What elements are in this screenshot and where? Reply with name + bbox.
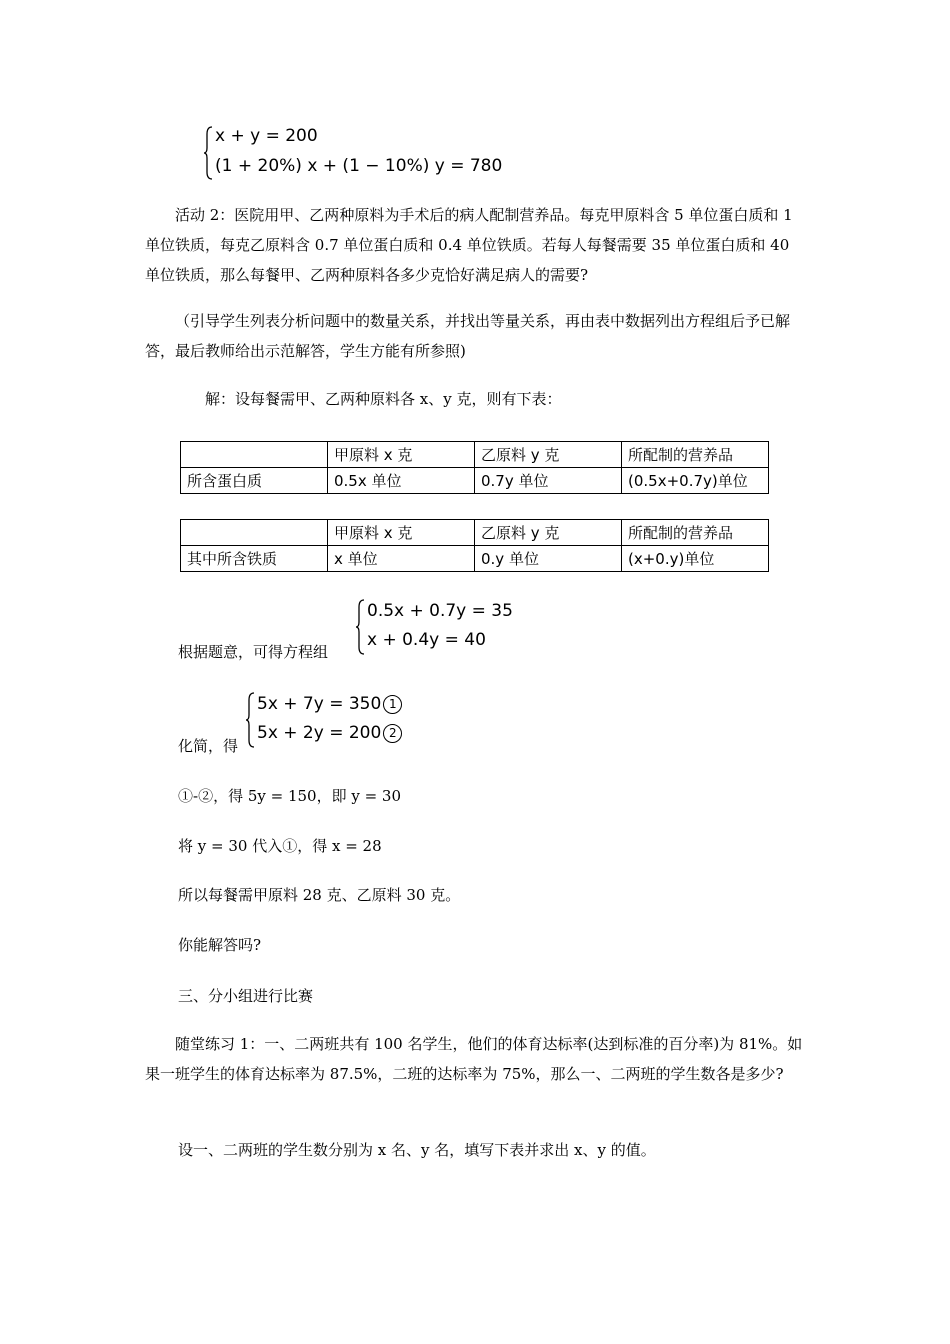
equation-system-1 xyxy=(203,124,503,184)
iron-table xyxy=(180,519,769,572)
table-cell: 0.5x 单位 xyxy=(328,468,475,494)
system-2-label: 根据题意，可得方程组 xyxy=(178,643,329,661)
table-cell xyxy=(181,520,328,546)
table-cell: 乙原料 y 克 xyxy=(475,520,622,546)
equation-1: 5x + 7y = 350 1 xyxy=(257,694,402,714)
table-cell: 0.y 单位 xyxy=(475,546,622,572)
table-cell: 其中所含铁质 xyxy=(181,546,328,572)
circled-number: 2 xyxy=(383,724,402,743)
brace-icon xyxy=(355,599,365,655)
table-row xyxy=(181,546,769,572)
table-cell: 乙原料 y 克 xyxy=(475,442,622,468)
table-cell: 甲原料 x 克 xyxy=(328,520,475,546)
brace-icon xyxy=(245,692,255,748)
step-2: 将 y = 30 代入①，得 x = 28 xyxy=(178,837,382,855)
activity-2-text: 活动 2：医院用甲、乙两种原料为手术后的病人配制营养品。每克甲原料含 5 单位蛋白质和 1 单位铁质，每克乙原料含 0.7 单位蛋白质和 0.4 单位铁质。若每人每餐需要 35 单位蛋白质和 40 单位铁质，那么每餐甲、乙两种原料各多少克恰好满足病人的需要? xyxy=(145,206,793,284)
guide-text: （引导学生列表分析问题中的数量关系，并找出等量关系，再由表中数据列出方程组后予已解答，最后教师给出示范解答，学生方能有所参照) xyxy=(145,312,791,360)
table-cell xyxy=(181,442,328,468)
question-text: 你能解答吗? xyxy=(178,936,262,954)
equation-system-2 xyxy=(355,597,555,659)
table-cell: 甲原料 x 克 xyxy=(328,442,475,468)
equation-2: (1 + 20%) x + (1 − 10%) y = 780 xyxy=(215,156,503,176)
equation-2: x + 0.4y = 40 xyxy=(367,630,486,650)
brace-icon xyxy=(203,126,213,180)
equation-1: x + y = 200 xyxy=(215,126,318,146)
table-header-row xyxy=(181,442,769,468)
section-3-heading: 三、分小组进行比赛 xyxy=(178,987,314,1005)
table-cell: (0.5x+0.7y)单位 xyxy=(622,468,769,494)
step-1: ①-②，得 5y = 150，即 y = 30 xyxy=(178,787,402,805)
table-cell: x 单位 xyxy=(328,546,475,572)
exercise-1-text: 随堂练习 1：一、二两班共有 100 名学生，他们的体育达标率(达到标准的百分率)为 81%。如果一班学生的体育达标率为 87.5%，二班的达标率为 75%，那么一、二两班的学生数各是多少? xyxy=(145,1035,803,1083)
table-cell: 所配制的营养品 xyxy=(622,442,769,468)
equation-1: 0.5x + 0.7y = 35 xyxy=(367,601,513,621)
equation-system-3 xyxy=(245,690,445,752)
table-cell: 所含蛋白质 xyxy=(181,468,328,494)
step-3: 所以每餐需甲原料 28 克、乙原料 30 克。 xyxy=(178,886,461,904)
equation-2: 5x + 2y = 200 2 xyxy=(257,723,402,743)
table-header-row xyxy=(181,520,769,546)
protein-table xyxy=(180,441,769,494)
exercise-1-setup: 设一、二两班的学生数分别为 x 名、y 名，填写下表并求出 x、y 的值。 xyxy=(178,1141,656,1159)
table-cell: 所配制的营养品 xyxy=(622,520,769,546)
system-3-label: 化简，得 xyxy=(178,737,239,755)
circled-number: 1 xyxy=(383,695,402,714)
solution-intro: 解：设每餐需甲、乙两种原料各 x、y 克，则有下表： xyxy=(205,390,562,408)
table-cell: 0.7y 单位 xyxy=(475,468,622,494)
table-row xyxy=(181,468,769,494)
table-cell: (x+0.y)单位 xyxy=(622,546,769,572)
